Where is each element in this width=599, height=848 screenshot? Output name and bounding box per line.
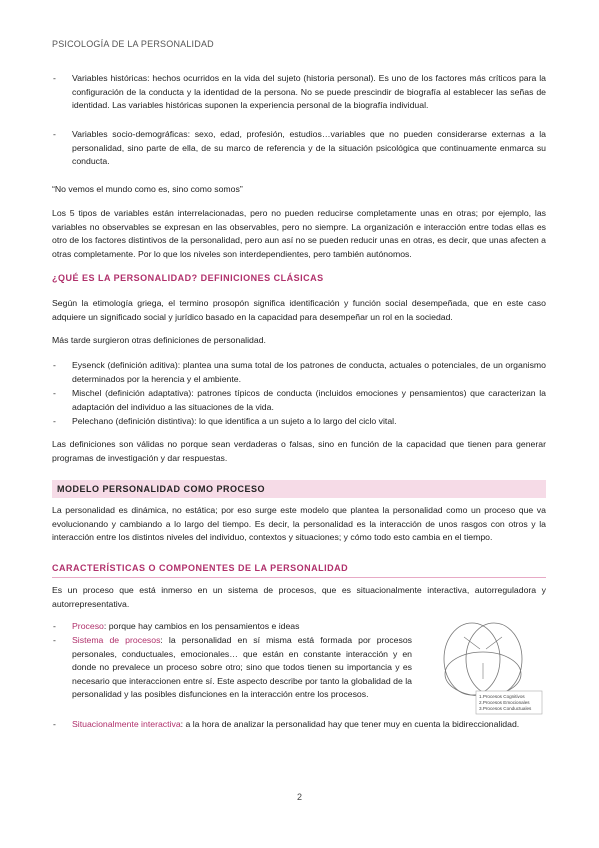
section-heading: CARACTERÍSTICAS O COMPONENTES DE LA PERSONALIDAD (52, 563, 349, 573)
list-item: - Sistema de procesos: la personalidad en sí misma está formada por procesos personales, conductuales, emocionales… que están en constante interacción y en donde no prevalece un proceso sobre otro; sino que todos tienen su importancia y es necesario que interaccionen entre sí. Este aspecto describe por tanto la globalidad de la personalidad y las posibles disfunciones en la interacción entre los procesos. (53, 635, 412, 700)
diagram-legend-2: 2.Procesos Emocionales (479, 700, 530, 705)
list-item: - Pelechano (definición distintiva): lo que identifica a un sujeto a lo largo del ciclo vital. (53, 416, 397, 426)
paragraph: Las definiciones son válidas no porque sean verdaderas o falsas, sino en función de la capacidad que tienen para generar programas de investigación y dar respuestas. (52, 439, 546, 463)
diagram-legend-1: 1.Procesos Cognitivos (479, 694, 525, 699)
paragraph: Es un proceso que está inmerso en un sistema de procesos, que es situacionalmente interactiva, autorreguladora y autorrepresentativa. (52, 585, 546, 609)
list-item: - Variables socio-demográficas: sexo, edad, profesión, estudios…variables que no pueden considerarse externas a la personalidad, sino parte de ella, de su marco de referencia y de la situación psicológica que continuamente enmarca su conducta. (53, 129, 546, 167)
section-heading-band: MODELO PERSONALIDAD COMO PROCESO (52, 480, 546, 498)
paragraph: Los 5 tipos de variables están interrelacionadas, pero no pueden reducirse completamente unas en otras; por ejemplo, las variables no observables se expresan en las observables, pero no siempre. La organización e interacción entre todas ellas es otro de los factores distintivos de la personalidad, pero aun así no se pueden reducir unas en otras, es decir, que unas afecten a otras completamente. Por lo que los niveles son interdependientes, pero también autónomos. (52, 208, 546, 259)
section-divider (52, 577, 546, 578)
quote: “No vemos el mundo como es, sino como somos” (52, 184, 243, 194)
list-item: - Variables históricas: hechos ocurridos en la vida del sujeto (historia personal). Es uno de los factores más críticos para la configuración de la conducta y la identidad de la persona. No se puede prescindir de biografía al establecer las señas de identidad. Las variables históricas suponen la experiencia personal de la biografía individual. (53, 73, 546, 111)
paragraph: Más tarde surgieron otras definiciones de personalidad. (52, 335, 266, 345)
paragraph: Según la etimología griega, el termino prosopón significa identificación y función social desempeñada, que en este caso adquiere un significado social y jurídico basado en la capacidad para desempeñar un rol en la sociedad. (52, 298, 546, 322)
diagram-legend-3: 3.Procesos Conductuales (479, 706, 532, 711)
list-item: - Eysenck (definición aditiva): plantea una suma total de los patrones de conducta, actuales o potenciales, de un organismo determinados por la herencia y el ambiente. (53, 360, 546, 384)
section-heading: ¿QUÉ ES LA PERSONALIDAD? DEFINICIONES CLÁSICAS (52, 273, 324, 283)
running-header: PSICOLOGÍA DE LA PERSONALIDAD (52, 39, 214, 49)
list-item: - Proceso: porque hay cambios en los pensamientos e ideas (53, 621, 300, 631)
list-item: - Mischel (definición adaptativa): patrones típicos de conducta (incluidos emociones y pensamientos) que caracterizan la adaptación del individuo a las situaciones de la vida. (53, 388, 546, 412)
processes-venn-diagram (420, 619, 546, 716)
page-number: 2 (296, 792, 302, 802)
list-item: - Situacionalmente interactiva: a la hora de analizar la personalidad hay que tener muy en cuenta la bidireccionalidad. (53, 719, 520, 729)
paragraph: La personalidad es dinámica, no estática; por eso surge este modelo que plantea la personalidad como un proceso que va evolucionando y cambiando a lo largo del tiempo. Es decir, la personalidad es la interacción de unos rasgos con otros y la interacción entre los distintos niveles del individuo, contextos y situaciones; y cómo todo esto cambia en el tiempo. (52, 505, 546, 543)
